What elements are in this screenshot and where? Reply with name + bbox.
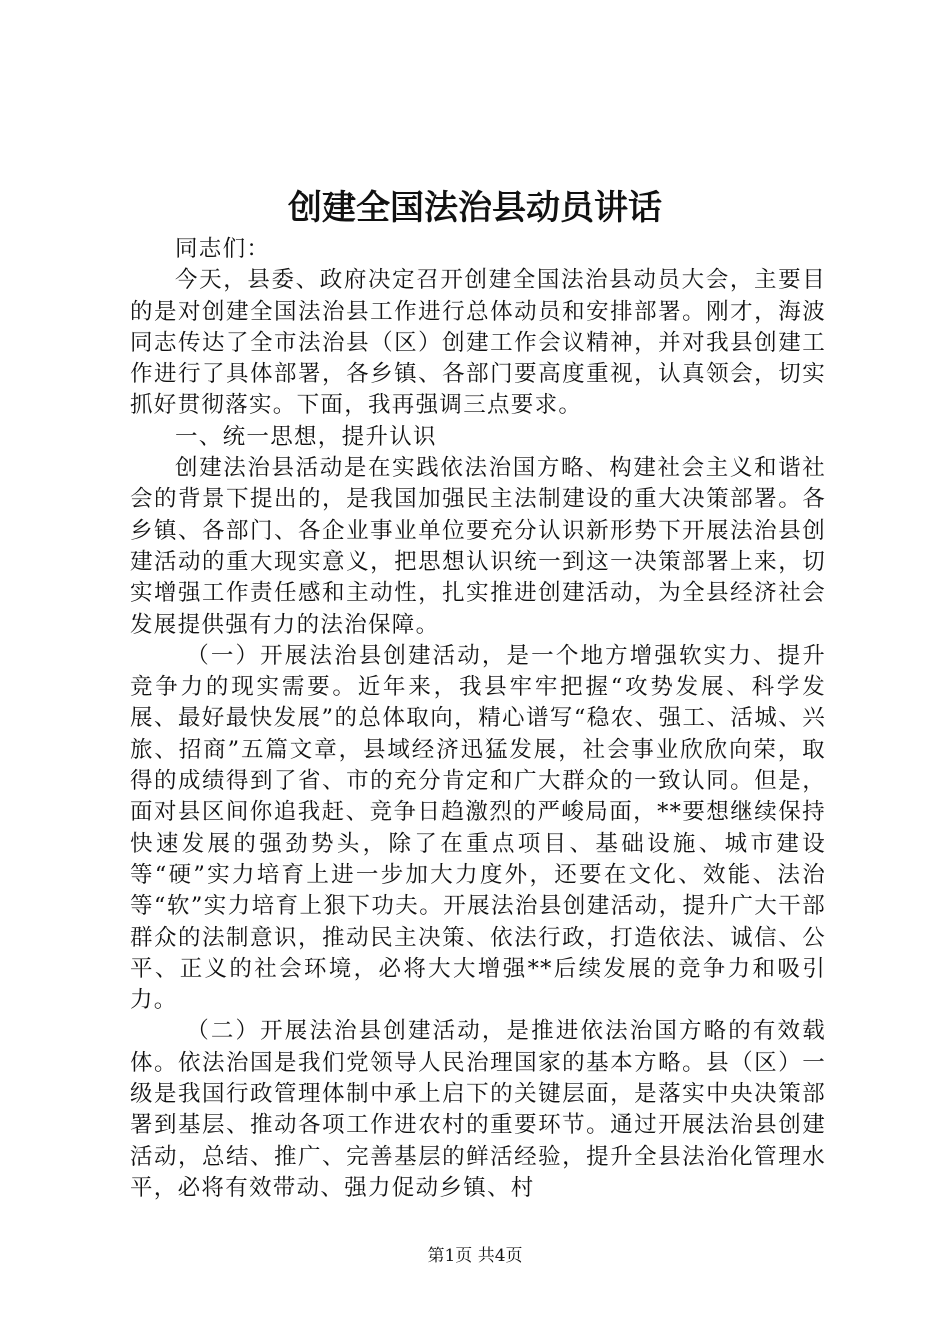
intro-paragraph: 今天，县委、政府决定召开创建全国法治县动员大会，主要目的是对创建全国法治县工作进行总体动员和安排部署。刚才，海波同志传达了全市法治县（区）创建工作会议精神，并对我县创建工作进行了具体部署，各乡镇、各部门要高度重视，认真领会，切实抓好贯彻落实。下面，我再强调三点要求。	[130, 267, 826, 419]
document-body	[130, 234, 826, 1204]
salutation-paragraph: 同志们：	[175, 236, 271, 262]
section-heading-1: 一、统一思想，提升认识	[175, 423, 437, 450]
subsection-1-paragraph: （一）开展法治县创建活动，是一个地方增强软实力、提升竞争力的现实需要。近年来，我县牢牢把握“攻势发展、科学发展、最好最快发展”的总体取向，精心谱写“稳农、强工、活城、兴旅、招商”五篇文章，县域经济迅猛发展，社会事业欣欣向荣，取得的成绩得到了省、市的充分肯定和广大群众的一致认同。但是，面对县区间你追我赶、竞争日趋激烈的严峻局面，**要想继续保持快速发展的强劲势头，除了在重点项目、基础设施、城市建设等“硬”实力培育上进一步加大力度外，还要在文化、效能、法治等“软”实力培育上狠下功夫。开展法治县创建活动，提升广大干部群众的法制意识，推动民主决策、依法行政，打造依法、诚信、公平、正义的社会环境，必将大大增强**后续发展的竞争力和吸引力。	[130, 642, 826, 1014]
subsection-2-paragraph: （二）开展法治县创建活动，是推进依法治国方略的有效载体。依法治国是我们党领导人民治理国家的基本方略。县（区）一级是我国行政管理体制中承上启下的关键层面，是落实中央决策部署到基层、推动各项工作进农村的重要环节。通过开展法治县创建活动，总结、推广、完善基层的鲜活经验，提升全县法治化管理水平，必将有效带动、强力促动乡镇、村	[130, 1018, 826, 1201]
document-title: 创建全国法治县动员讲话	[288, 188, 662, 228]
page-footer: 第1页 共4页	[427, 1246, 523, 1266]
section-1-paragraph: 创建法治县活动是在实践依法治国方略、构建社会主义和谐社会的背景下提出的，是我国加强民主法制建设的重大决策部署。各乡镇、各部门、各企业事业单位要充分认识新形势下开展法治县创建活动的重大现实意义，把思想认识统一到这一决策部署上来，切实增强工作责任感和主动性，扎实推进创建活动，为全县经济社会发展提供强有力的法治保障。	[130, 455, 826, 638]
